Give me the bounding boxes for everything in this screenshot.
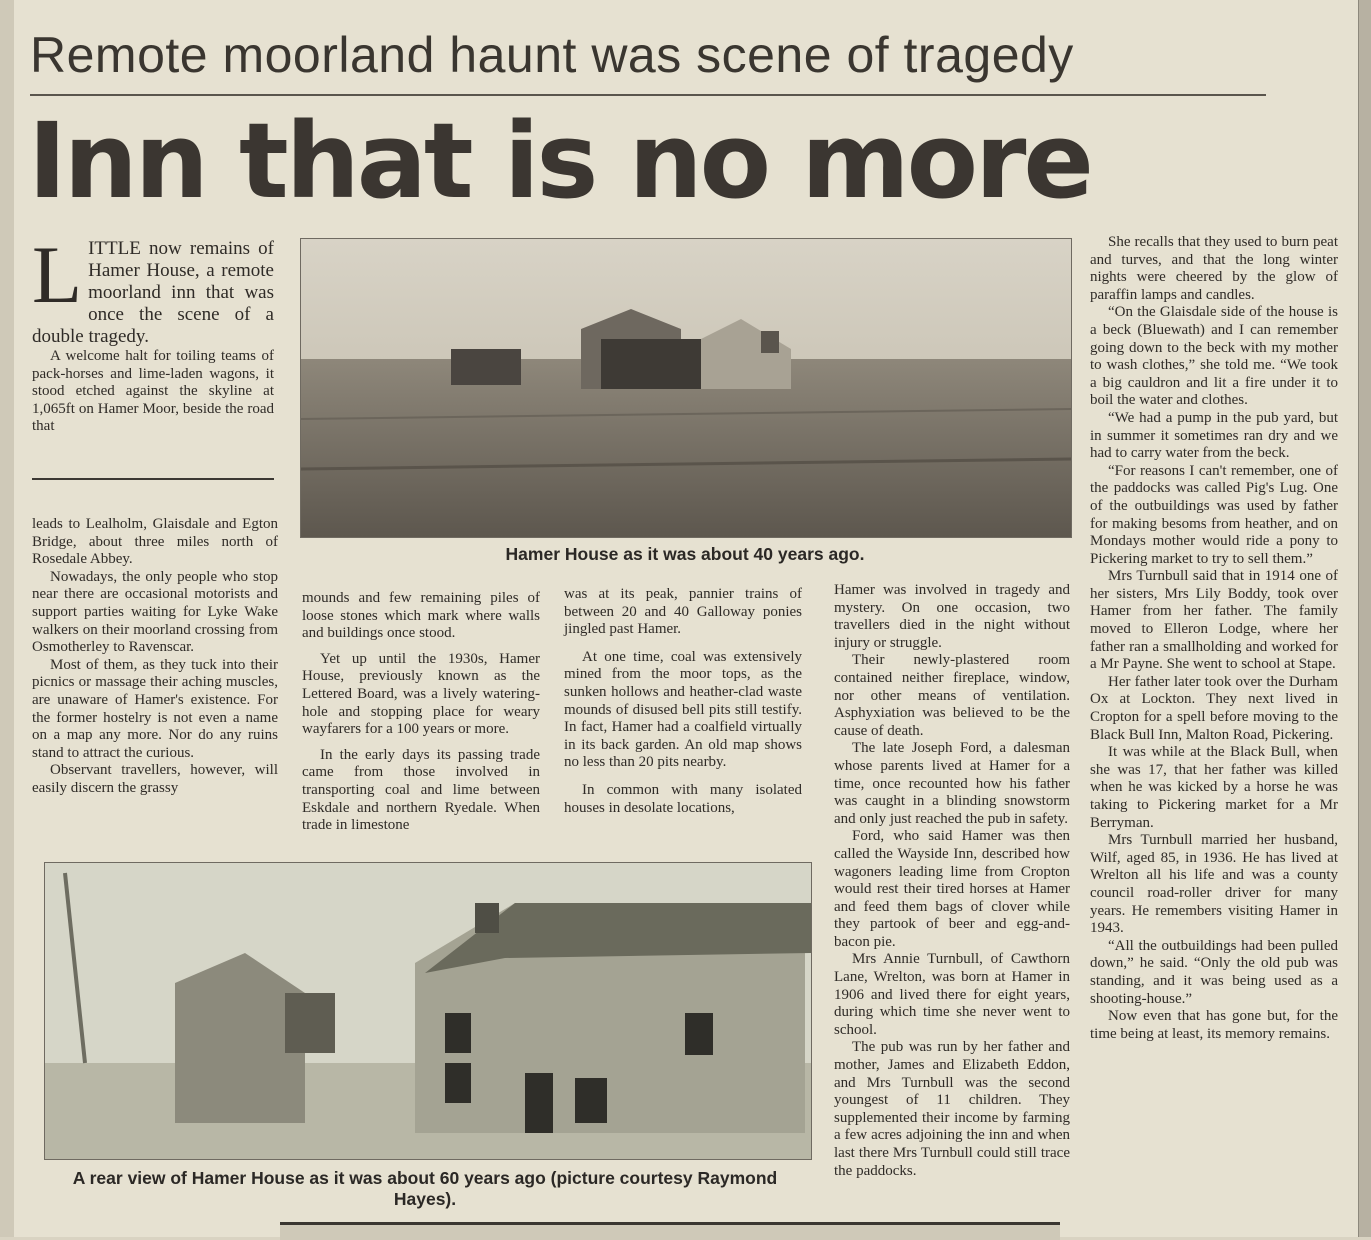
drop-cap: L [32, 229, 83, 320]
paragraph: Most of them, as they tuck into their picnics or massage their aching muscles, are unaware of Hamer's existence. For the former hostelry is not even a name on a map any more. Nor do any ruins stand to attract the curious. [32, 656, 278, 761]
paragraph: Observant travellers, however, will easily discern the grassy [32, 762, 278, 796]
paragraph: It was while at the Black Bull, when she was 17, that her father was killed when he was kicked by a horse he was taking to Pickering market for a Mr Berryman. [1090, 744, 1338, 831]
paragraph: She recalls that they used to burn peat and turves, and that the long winter nights were cheered by the glow of paraffin lamps and candles. [1090, 234, 1338, 303]
paragraph: Ford, who said Hamer was then called the Wayside Inn, described how wagoners leading lime from Cropton would rest their tired horses at Hamer and feed them bags of clover while they partook of beer and egg-and-bacon pie. [834, 828, 1070, 950]
photo-caption-top: Hamer House as it was about 40 years ago. [505, 544, 865, 564]
column-4 [834, 582, 1070, 1180]
paragraph: Mrs Turnbull said that in 1914 one of her sisters, Mrs Lily Boddy, took over Hamer from her father. The family moved to Elleron Lodge, where her father ran a smallholding and worked for a Mr Payne. She went to school at Stape. [1090, 568, 1338, 673]
column-rule [32, 478, 274, 480]
paragraph: The pub was run by her father and mother, James and Elizabeth Eddon, and Mrs Turnbull was the second youngest of 11 children. They supplemented their income by farming a few acres adjoining the inn and when last there Mrs Turnbull could still trace the paddocks. [834, 1039, 1070, 1179]
photo-caption-bottom: A rear view of Hamer House as it was about 60 years ago (picture courtesy Raymond Hayes). [72, 1168, 778, 1209]
paragraph: “On the Glaisdale side of the house is a beck (Bluewath) and I can remember going down to the beck with my mother to wash clothes,” she told me. “We took a big cauldron and lit a fire under it to boil the water and clothes. [1090, 304, 1338, 409]
next-article-rule [280, 1222, 1060, 1240]
paragraph: Mrs Annie Turnbull, of Cawthorn Lane, Wrelton, was born at Hamer in 1906 and lived there for eight years, during which time she never went to school. [834, 951, 1070, 1038]
column-1-top [32, 229, 274, 436]
lede-paragraph [32, 229, 274, 348]
lede-text: ITTLE now remains of Hamer House, a remote moorland inn that was once the scene of a double tragedy. [32, 238, 274, 347]
paragraph: “We had a pump in the pub yard, but in summer it sometimes ran dry and we had to carry water from the beck. [1090, 409, 1338, 462]
column-2 [302, 590, 540, 835]
paragraph: Their newly-plastered room contained neither fireplace, window, nor other means of ventilation. Asphyxiation was believed to be the cause of death. [834, 652, 1070, 739]
kicker-rule [30, 94, 1266, 96]
kicker-headline: Remote moorland haunt was scene of tragedy [30, 27, 1074, 83]
paragraph: Nowadays, the only people who stop near there are occasional motorists and support parties waiting for Lyke Wake walkers on their moorland crossing from Osmotherley to Ravenscar. [32, 568, 278, 656]
paragraph: In common with many isolated houses in desolate locations, [564, 781, 802, 816]
paragraph: In the early days its passing trade came from those involved in transporting coal and lime between Eskdale and northern Ryedale. When trade in limestone [302, 746, 540, 834]
ruin-photo [45, 863, 811, 1159]
paragraph: mounds and few remaining piles of loose stones which mark where walls and buildings once stood. [302, 590, 540, 642]
adjacent-page-edge-left [0, 0, 15, 1237]
paragraph: was at its peak, pannier trains of between 20 and 40 Galloway ponies jingled past Hamer. [564, 586, 802, 638]
adjacent-page-edge-right [1358, 0, 1371, 1237]
paragraph: At one time, coal was extensively mined from the moor tops, as the sunken hollows and heather-clad waste mounds of disused bell pits still testify. In fact, Hamer had a coalfield virtually in its back garden. An old map shows no less than 20 pits nearby. [564, 648, 802, 771]
photo-hamer-house-rear-60-years [44, 862, 812, 1160]
paragraph: Now even that has gone but, for the time being at least, its memory remains. [1090, 1008, 1338, 1042]
photo-hamer-house-40-years [300, 238, 1072, 538]
paragraph: Hamer was involved in tragedy and mystery. On one occasion, two travellers died in the night without injury or struggle. [834, 582, 1070, 651]
column-5 [1090, 234, 1338, 1043]
paragraph: leads to Lealholm, Glaisdale and Egton Bridge, about three miles north of Rosedale Abbey. [32, 516, 278, 568]
paragraph: Yet up until the 1930s, Hamer House, previously known as the Lettered Board, was a lively watering-hole and stopping place for weary wayfarers for a 100 years or more. [302, 650, 540, 738]
moorland-photo [301, 239, 1071, 537]
paragraph: “For reasons I can't remember, one of the paddocks was called Pig's Lug. One of the outbuildings was used by father for making besoms from heather, and on Mondays mother would ride a pony to Pickering market to try to sell them.” [1090, 462, 1338, 567]
paragraph: Her father later took over the Durham Ox at Lockton. They next lived in Cropton for a spell before moving to the Black Bull Inn, Malton Road, Pickering. [1090, 673, 1338, 743]
paragraph: “All the outbuildings had been pulled down,” he said. “Only the old pub was standing, and it was being used as a shooting-house.” [1090, 937, 1338, 1007]
column-3 [564, 586, 802, 817]
paragraph: Mrs Turnbull married her husband, Wilf, aged 85, in 1936. He has lived at Wrelton all his life and was a county council road-roller driver for many years. He remembers visiting Hamer in 1943. [1090, 832, 1338, 937]
main-headline: Inn that is no more [28, 100, 1091, 222]
paragraph: A welcome halt for toiling teams of pack-horses and lime-laden wagons, it stood etched against the skyline at 1,065ft on Hamer Moor, beside the road that [32, 348, 274, 435]
column-1-bottom [32, 516, 278, 798]
paragraph: The late Joseph Ford, a dalesman whose parents lived at Hamer for a time, once recounted how his father was caught in a blinding snowstorm and only just reached the pub in safety. [834, 740, 1070, 827]
